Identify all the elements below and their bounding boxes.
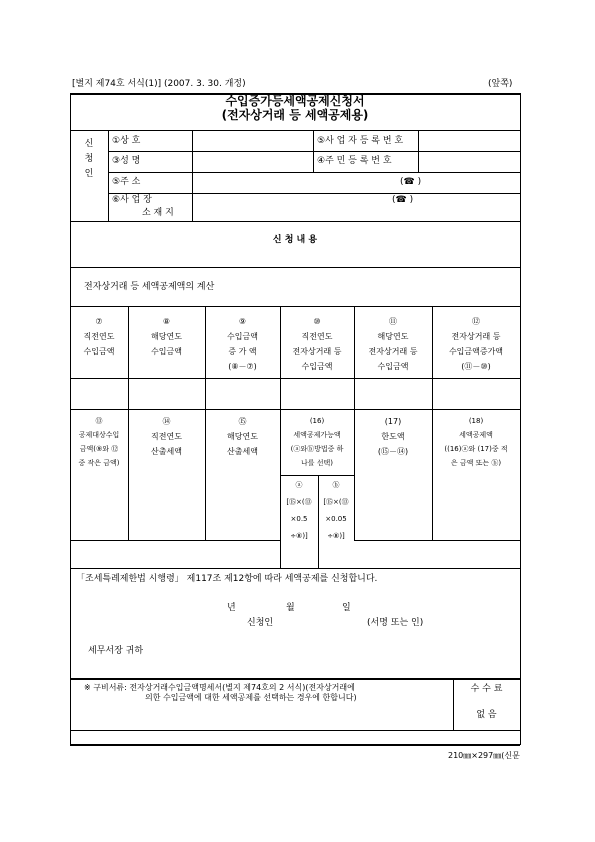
col9-header: ⑨ 수입금액 증 가 액 (⑧－⑦) (227, 317, 258, 371)
table1-top-line (70, 306, 520, 307)
required-docs-line2: 의한 수입금액에 대한 세액공제를 선택하는 경우에 한합니다) (145, 693, 357, 702)
fee-value: 없 음 (476, 710, 497, 720)
addressee: 세무서장 귀하 (88, 646, 144, 656)
col8-header: ⑧ 해당연도 수입금액 (151, 317, 182, 356)
address-phone: (☎ ) (400, 177, 422, 187)
resident-reg-no-label: ④주 민 등 록 번 호 (317, 156, 392, 166)
col12-header: ⑫ 전자상거래 등 수입금액증가액 (⑪－⑩) (448, 317, 504, 371)
table1-header-line (70, 378, 520, 379)
col17-header: (17) 한도액 (⑮－⑭) (377, 417, 409, 456)
signature-placeholder: (서명 또는 인) (367, 618, 424, 628)
applicant-divider (108, 130, 109, 221)
required-docs-line1: ※ 구비서류: 전자상거래수입금액명세서(별지 제74호의 2 서식)(전자상거래에 (84, 683, 355, 692)
applicant-top-line (70, 130, 520, 131)
calc-heading: 전자상거래 등 세액공제액의 계산 (84, 282, 215, 292)
col15-header: ⑮ 해당연도 산출세액 (227, 417, 258, 456)
col11-header: ⑪ 해당연도 전자상거래 등 수입금액 (368, 317, 418, 371)
col14-header: ⑭ 직전연도 산출세액 (151, 417, 182, 456)
business-location-label-1: ⑥사 업 장 (112, 195, 152, 205)
col13-header: ⑬ 공제대상수입 금액(⑨와 ⑫ 중 작은 금액) (78, 417, 120, 467)
col18-header: (18) 세액공제액 ((16)ⓐ와 (17)중 적 은 금액 또는 ⓑ) (444, 417, 508, 467)
form-reference: [별지 제74호 서식(1)] (2007. 3. 30. 개정) (72, 79, 246, 89)
address-label: ⑤주 소 (112, 177, 141, 187)
applicant-sign-label: 신청인 (247, 618, 274, 628)
frame-bottom (70, 744, 520, 746)
date-month: 월 (286, 603, 295, 613)
label-divider (192, 130, 193, 221)
col16-header: (16) 세액공제가능액 (ⓐ와ⓑ방법중 하 나를 선택) (290, 417, 344, 467)
col10-header: ⑩ 직전연도 전자상거래 등 수입금액 (292, 317, 342, 371)
frame-right (520, 93, 521, 745)
paper-size: 210㎜×297㎜(신문 (448, 751, 520, 760)
declaration-text: 「조세특례제한법 시행령」 제117조 제12항에 따라 세액공제를 신청합니다. (76, 574, 378, 584)
table2-bottom-line (70, 540, 280, 541)
page-side-label: (앞쪽) (488, 79, 513, 89)
table2-end-line (70, 568, 520, 569)
section-title: 신 청 내 용 (272, 235, 318, 245)
date-day: 일 (342, 603, 351, 613)
date-year: 년 (227, 603, 236, 613)
col16-option-a: ⓐ [⑮×(⑬ ×0.5 ÷⑧)] (286, 481, 312, 540)
business-reg-no-label: ⑤사 업 자 등 록 번 호 (317, 136, 404, 146)
row-line (108, 172, 520, 173)
applicant-bottom-line (70, 221, 520, 222)
trade-name-label: ①상 호 (112, 136, 141, 146)
fee-label: 수 수 료 (470, 684, 503, 694)
form-title: 수입증가등세액공제신청서 (전자상거래 등 세액공제용) (221, 94, 369, 122)
applicant-group-label: 신 청 인 (84, 139, 94, 179)
row-line (108, 193, 520, 194)
table1-bottom-line (70, 409, 520, 410)
col7-header: ⑦ 직전연도 수입금액 (83, 317, 115, 356)
name-label: ③성 명 (112, 156, 141, 166)
col16-option-b: ⓑ [⑮×(⑬ ×0.05 ÷⑧)] (323, 481, 349, 540)
footer-bottom-line (70, 730, 520, 731)
col16-sub-line (280, 475, 354, 476)
table2-bottom-line (354, 540, 520, 541)
section-line (70, 267, 520, 268)
business-location-label-2: 소 재 지 (142, 208, 174, 218)
row-line (108, 151, 520, 152)
business-phone: (☎ ) (392, 195, 414, 205)
